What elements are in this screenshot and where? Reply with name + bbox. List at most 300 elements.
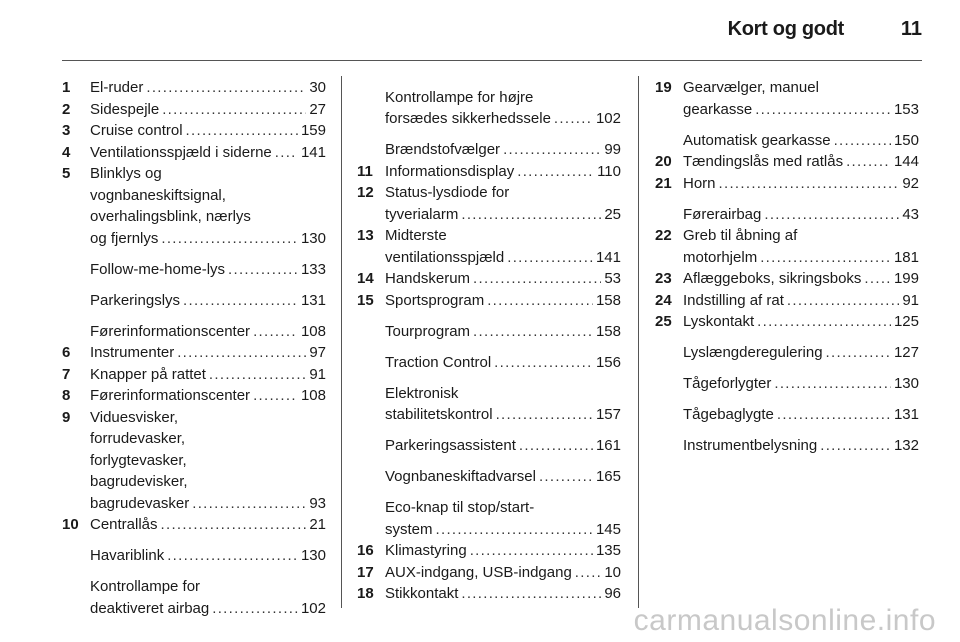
dot-leader bbox=[507, 247, 593, 269]
entry-page-ref: 156 bbox=[595, 353, 621, 371]
entry-page-ref: 130 bbox=[893, 375, 919, 392]
entry-text bbox=[90, 576, 326, 619]
entry-line bbox=[90, 545, 326, 567]
entry-number: 16 bbox=[357, 542, 374, 559]
entry-page-ref: 30 bbox=[309, 79, 326, 96]
entry-page-ref: 141 bbox=[595, 248, 621, 266]
dot-leader bbox=[834, 130, 891, 152]
index-entry bbox=[357, 290, 621, 312]
index-entry bbox=[62, 142, 326, 164]
dot-leader bbox=[275, 142, 298, 164]
index-entry bbox=[357, 562, 621, 584]
entry-text bbox=[385, 290, 621, 312]
index-entry bbox=[655, 204, 919, 226]
index-entry bbox=[62, 259, 326, 281]
entry-page-ref: 158 bbox=[595, 291, 621, 309]
entry-page-ref: 125 bbox=[893, 313, 919, 330]
index-entry bbox=[357, 139, 621, 161]
entry-line bbox=[90, 259, 326, 281]
entry-label: Tågebaglygte bbox=[683, 406, 774, 423]
entry-text bbox=[683, 151, 919, 173]
dot-leader bbox=[162, 99, 306, 121]
dot-leader bbox=[517, 161, 594, 183]
index-entry bbox=[655, 77, 919, 120]
entry-line: Kontrollampe for højre bbox=[385, 88, 534, 106]
entry-text bbox=[385, 139, 621, 161]
entry-page-ref: 158 bbox=[595, 322, 621, 340]
index-entry bbox=[357, 321, 621, 343]
entry-label: Instrumentbelysning bbox=[683, 437, 818, 454]
entry-label: Centrallås bbox=[90, 516, 158, 533]
entry-page-ref: 93 bbox=[309, 494, 326, 512]
index-entry bbox=[62, 163, 326, 249]
index-entry bbox=[62, 342, 326, 364]
entry-label: motorhjelm bbox=[683, 248, 758, 266]
entry-text bbox=[90, 99, 326, 121]
entry-line bbox=[385, 268, 621, 290]
entry-label: El-ruder bbox=[90, 79, 144, 96]
index-entry bbox=[357, 497, 621, 540]
dot-leader bbox=[787, 290, 899, 312]
dot-leader bbox=[192, 493, 306, 515]
entry-text bbox=[683, 342, 919, 364]
entry-line bbox=[385, 204, 621, 226]
entry-text bbox=[385, 583, 621, 605]
entry-label: Førerinformationscenter bbox=[90, 322, 251, 340]
entry-line bbox=[683, 311, 919, 333]
dot-leader bbox=[253, 321, 298, 343]
dot-leader bbox=[774, 373, 891, 395]
entry-page-ref: 145 bbox=[595, 520, 621, 538]
index-entry bbox=[655, 290, 919, 312]
entry-label: Sidespejle bbox=[90, 100, 160, 118]
entry-text bbox=[90, 259, 326, 281]
entry-number: 6 bbox=[62, 344, 71, 361]
entry-label: og fjernlys bbox=[90, 229, 159, 247]
entry-page-ref: 10 bbox=[604, 563, 621, 581]
entry-line bbox=[90, 290, 326, 312]
dot-leader bbox=[186, 120, 298, 142]
entry-number: 3 bbox=[62, 122, 71, 139]
entry-page-ref: 43 bbox=[902, 205, 919, 223]
entry-text bbox=[385, 497, 621, 540]
entry-line: Greb til åbning af bbox=[683, 227, 798, 244]
entry-page-ref: 181 bbox=[893, 248, 919, 266]
entry-text bbox=[90, 163, 326, 249]
dot-leader bbox=[209, 364, 306, 386]
index-entry bbox=[357, 435, 621, 457]
watermark: carmanualsonline.info bbox=[633, 604, 936, 637]
entry-line bbox=[90, 120, 326, 142]
entry-label: tyverialarm bbox=[385, 205, 459, 223]
entry-number: 4 bbox=[62, 143, 71, 161]
dot-leader bbox=[183, 290, 298, 312]
entry-label: Lyslængderegulering bbox=[683, 344, 823, 361]
entry-page-ref: 157 bbox=[595, 406, 621, 423]
entry-text bbox=[385, 161, 621, 183]
entry-number: 9 bbox=[62, 408, 71, 426]
entry-page-ref: 108 bbox=[300, 322, 326, 340]
entry-label: stabilitetskontrol bbox=[385, 406, 493, 423]
entry-number: 2 bbox=[62, 100, 71, 118]
entry-label: Aflæggeboks, sikringsboks bbox=[683, 270, 862, 287]
entry-page-ref: 108 bbox=[300, 387, 326, 404]
entry-label: Lyskontakt bbox=[683, 313, 755, 330]
entry-label: Brændstofvælger bbox=[385, 141, 501, 158]
entry-line bbox=[683, 247, 919, 269]
index-entry bbox=[655, 130, 919, 152]
index-entry bbox=[357, 352, 621, 374]
dot-leader bbox=[554, 108, 593, 130]
dot-leader bbox=[161, 228, 298, 250]
entry-line: Status-lysdiode for bbox=[385, 184, 510, 201]
entry-number: 7 bbox=[62, 365, 71, 383]
entry-page-ref: 25 bbox=[604, 205, 621, 223]
dot-leader bbox=[755, 99, 891, 121]
entry-page-ref: 141 bbox=[300, 143, 326, 161]
entry-label: Horn bbox=[683, 174, 716, 192]
index-entry bbox=[357, 466, 621, 488]
entry-number: 8 bbox=[62, 387, 71, 404]
index-entry bbox=[357, 540, 621, 562]
entry-line bbox=[90, 364, 326, 386]
entry-label: Tourprogram bbox=[385, 322, 471, 340]
entry-page-ref: 102 bbox=[595, 110, 621, 127]
dot-leader bbox=[826, 342, 891, 364]
entry-line bbox=[385, 519, 621, 541]
index-entry bbox=[62, 407, 326, 515]
entry-line bbox=[683, 290, 919, 312]
dot-leader bbox=[496, 404, 593, 426]
dot-leader bbox=[228, 259, 298, 281]
entry-text bbox=[90, 120, 326, 142]
entry-line: Eco-knap til stop/start- bbox=[385, 499, 535, 516]
index-entry bbox=[62, 545, 326, 567]
entry-label: Parkeringsassistent bbox=[385, 437, 516, 454]
entry-text bbox=[385, 321, 621, 343]
entry-line bbox=[683, 204, 919, 226]
entry-text bbox=[385, 225, 621, 268]
entry-number: 12 bbox=[357, 184, 374, 201]
entry-text bbox=[90, 514, 326, 536]
entry-line bbox=[90, 228, 326, 250]
dot-leader bbox=[864, 268, 891, 290]
entry-number: 21 bbox=[655, 174, 672, 192]
index-entry bbox=[655, 404, 919, 426]
entry-text bbox=[90, 290, 326, 312]
entry-line bbox=[683, 268, 919, 290]
entry-line: overhalingsblink, nærlys bbox=[90, 208, 251, 225]
entry-label: forsædes sikkerhedssele bbox=[385, 110, 551, 127]
header-divider bbox=[62, 60, 922, 61]
entry-page-ref: 150 bbox=[893, 131, 919, 149]
entry-label: Vognbaneskiftadvarsel bbox=[385, 468, 536, 485]
entry-label: Traction Control bbox=[385, 353, 492, 371]
dot-leader bbox=[212, 598, 298, 620]
entry-text bbox=[90, 385, 326, 407]
dot-leader bbox=[470, 540, 593, 562]
entry-line bbox=[683, 404, 919, 426]
entry-line bbox=[385, 290, 621, 312]
dot-leader bbox=[436, 519, 593, 541]
index-entry bbox=[357, 268, 621, 290]
entry-label: Follow-me-home-lys bbox=[90, 260, 226, 278]
entry-line: Blinklys og bbox=[90, 165, 162, 182]
entry-line: Kontrollampe for bbox=[90, 578, 201, 595]
entry-text bbox=[90, 545, 326, 567]
index-entry bbox=[62, 99, 326, 121]
entry-label: ventilationsspjæld bbox=[385, 248, 505, 266]
index-entry bbox=[62, 290, 326, 312]
page-number: 11 bbox=[900, 18, 922, 40]
dot-leader bbox=[539, 466, 593, 488]
entry-line bbox=[385, 161, 621, 183]
entry-line bbox=[90, 142, 326, 164]
entry-text bbox=[385, 383, 621, 426]
index-entry bbox=[62, 576, 326, 619]
dot-leader bbox=[473, 268, 601, 290]
entry-line bbox=[683, 130, 919, 152]
dot-leader bbox=[519, 435, 593, 457]
dot-leader bbox=[487, 290, 593, 312]
entry-label: Informationsdisplay bbox=[385, 162, 515, 180]
entry-text bbox=[385, 268, 621, 290]
dot-leader bbox=[161, 514, 307, 536]
entry-number: 13 bbox=[357, 227, 374, 244]
entry-number: 18 bbox=[357, 585, 374, 602]
entry-number: 11 bbox=[357, 162, 373, 180]
entry-label: gearkasse bbox=[683, 100, 753, 118]
index-entry bbox=[62, 514, 326, 536]
index-entry bbox=[357, 583, 621, 605]
entry-number: 23 bbox=[655, 270, 672, 287]
entry-text bbox=[683, 130, 919, 152]
entry-line bbox=[90, 385, 326, 407]
dot-leader bbox=[764, 204, 899, 226]
entry-text bbox=[385, 562, 621, 584]
dot-leader bbox=[461, 583, 601, 605]
index-entry bbox=[62, 77, 326, 99]
entry-number: 24 bbox=[655, 291, 672, 309]
entry-label: Tændingslås med ratlås bbox=[683, 153, 844, 170]
entry-line bbox=[385, 404, 621, 426]
entry-text bbox=[90, 142, 326, 164]
entry-line bbox=[683, 342, 919, 364]
index-entry bbox=[655, 435, 919, 457]
entry-page-ref: 97 bbox=[309, 344, 326, 361]
entry-text bbox=[683, 77, 919, 120]
entry-label: Parkeringslys bbox=[90, 291, 181, 309]
entry-text bbox=[385, 87, 621, 130]
entry-line bbox=[385, 247, 621, 269]
entry-text bbox=[683, 204, 919, 226]
entry-number: 25 bbox=[655, 313, 672, 330]
entry-text bbox=[683, 404, 919, 426]
index-entry bbox=[655, 173, 919, 195]
entry-page-ref: 127 bbox=[893, 344, 919, 361]
entry-label: Ventilationsspjæld i siderne bbox=[90, 143, 272, 161]
entry-line bbox=[683, 435, 919, 457]
entry-page-ref: 110 bbox=[597, 162, 621, 180]
entry-line bbox=[90, 514, 326, 536]
entry-line bbox=[385, 540, 621, 562]
entry-line: bagrudevisker, bbox=[90, 473, 188, 490]
index-column-1 bbox=[62, 77, 326, 619]
index-entry bbox=[655, 373, 919, 395]
entry-label: Førerairbag bbox=[683, 205, 762, 223]
entry-page-ref: 153 bbox=[893, 100, 919, 118]
entry-number: 22 bbox=[655, 227, 672, 244]
entry-line: Gearvælger, manuel bbox=[683, 79, 819, 96]
entry-text bbox=[90, 321, 326, 343]
entry-text bbox=[683, 225, 919, 268]
entry-line: forrudevasker, bbox=[90, 430, 186, 447]
entry-line: Midterste bbox=[385, 227, 447, 244]
index-entry bbox=[62, 321, 326, 343]
entry-text bbox=[683, 268, 919, 290]
entry-line: Elektronisk bbox=[385, 384, 459, 402]
entry-text bbox=[90, 407, 326, 515]
index-entry bbox=[357, 225, 621, 268]
dot-leader bbox=[461, 204, 601, 226]
entry-page-ref: 130 bbox=[300, 547, 326, 564]
dot-leader bbox=[473, 321, 593, 343]
index-entry bbox=[655, 268, 919, 290]
entry-page-ref: 96 bbox=[604, 585, 621, 602]
entry-text bbox=[90, 342, 326, 364]
entry-page-ref: 131 bbox=[893, 406, 919, 423]
entry-label: AUX-indgang, USB-indgang bbox=[385, 563, 572, 581]
entry-page-ref: 165 bbox=[595, 468, 621, 485]
index-entry bbox=[62, 364, 326, 386]
entry-text bbox=[90, 364, 326, 386]
dot-leader bbox=[846, 151, 891, 173]
entry-line: Viduesvisker, bbox=[90, 408, 179, 426]
dot-leader bbox=[253, 385, 298, 407]
entry-number: 19 bbox=[655, 79, 672, 96]
entry-page-ref: 102 bbox=[300, 599, 326, 617]
entry-line bbox=[90, 321, 326, 343]
index-entry bbox=[655, 225, 919, 268]
entry-line: vognbaneskiftsignal, bbox=[90, 186, 226, 204]
column-divider bbox=[638, 76, 639, 608]
index-entry bbox=[62, 385, 326, 407]
entry-page-ref: 27 bbox=[309, 100, 326, 118]
dot-leader bbox=[719, 173, 900, 195]
entry-page-ref: 144 bbox=[893, 153, 919, 170]
entry-text bbox=[385, 466, 621, 488]
index-entry bbox=[655, 342, 919, 364]
entry-label: Sportsprogram bbox=[385, 291, 485, 309]
entry-page-ref: 92 bbox=[902, 174, 919, 192]
entry-label: Tågeforlygter bbox=[683, 375, 772, 392]
entry-line bbox=[90, 99, 326, 121]
entry-page-ref: 199 bbox=[893, 270, 919, 287]
entry-label: Stikkontakt bbox=[385, 585, 459, 602]
entry-page-ref: 135 bbox=[595, 542, 621, 559]
entry-page-ref: 91 bbox=[309, 365, 326, 383]
entry-line bbox=[90, 342, 326, 364]
entry-text bbox=[385, 182, 621, 225]
page-title: Kort og godt bbox=[727, 18, 844, 40]
entry-line: forlygtevasker, bbox=[90, 451, 187, 469]
entry-line bbox=[385, 583, 621, 605]
dot-leader bbox=[575, 562, 602, 584]
dot-leader bbox=[503, 139, 601, 161]
entry-label: Førerinformationscenter bbox=[90, 387, 251, 404]
entry-line bbox=[683, 173, 919, 195]
dot-leader bbox=[757, 311, 891, 333]
entry-text bbox=[385, 352, 621, 374]
entry-number: 1 bbox=[62, 79, 71, 96]
entry-text bbox=[90, 77, 326, 99]
entry-line bbox=[385, 321, 621, 343]
index-entry bbox=[357, 182, 621, 225]
entry-text bbox=[683, 173, 919, 195]
entry-text bbox=[385, 540, 621, 562]
entry-text bbox=[683, 290, 919, 312]
entry-page-ref: 99 bbox=[604, 141, 621, 158]
entry-label: Knapper på rattet bbox=[90, 365, 206, 383]
entry-label: Handskerum bbox=[385, 270, 471, 287]
entry-label: Cruise control bbox=[90, 122, 183, 139]
entry-text bbox=[683, 435, 919, 457]
entry-page-ref: 53 bbox=[604, 270, 621, 287]
entry-number: 10 bbox=[62, 516, 79, 533]
entry-line bbox=[683, 373, 919, 395]
index-entry bbox=[357, 383, 621, 426]
entry-line bbox=[385, 466, 621, 488]
entry-page-ref: 133 bbox=[300, 260, 326, 278]
index-column-2 bbox=[357, 77, 621, 605]
entry-label: Klimastyring bbox=[385, 542, 467, 559]
entry-number: 14 bbox=[357, 270, 374, 287]
entry-label: Instrumenter bbox=[90, 344, 175, 361]
page-header bbox=[0, 0, 960, 60]
entry-page-ref: 21 bbox=[309, 516, 326, 533]
index-entry bbox=[357, 161, 621, 183]
entry-page-ref: 91 bbox=[902, 291, 919, 309]
entry-line bbox=[683, 99, 919, 121]
entry-line bbox=[90, 77, 326, 99]
entry-line bbox=[385, 435, 621, 457]
index-entry bbox=[655, 311, 919, 333]
entry-number: 15 bbox=[357, 291, 374, 309]
entry-page-ref: 159 bbox=[300, 122, 326, 139]
dot-leader bbox=[760, 247, 891, 269]
dot-leader bbox=[820, 435, 891, 457]
entry-line bbox=[385, 352, 621, 374]
entry-label: Havariblink bbox=[90, 547, 165, 564]
column-divider bbox=[341, 76, 342, 608]
entry-label: system bbox=[385, 520, 433, 538]
dot-leader bbox=[777, 404, 891, 426]
entry-text bbox=[683, 311, 919, 333]
entry-number: 5 bbox=[62, 165, 71, 182]
entry-page-ref: 132 bbox=[893, 437, 919, 454]
dot-leader bbox=[494, 352, 593, 374]
dot-leader bbox=[167, 545, 298, 567]
entry-label: Indstilling af rat bbox=[683, 291, 784, 309]
entry-text bbox=[683, 373, 919, 395]
entry-line bbox=[683, 151, 919, 173]
index-entry bbox=[357, 87, 621, 130]
index-column-3 bbox=[655, 77, 919, 457]
index-entry bbox=[655, 151, 919, 173]
entry-number: 17 bbox=[357, 563, 374, 581]
entry-line bbox=[90, 493, 326, 515]
entry-label: Automatisk gearkasse bbox=[683, 131, 831, 149]
